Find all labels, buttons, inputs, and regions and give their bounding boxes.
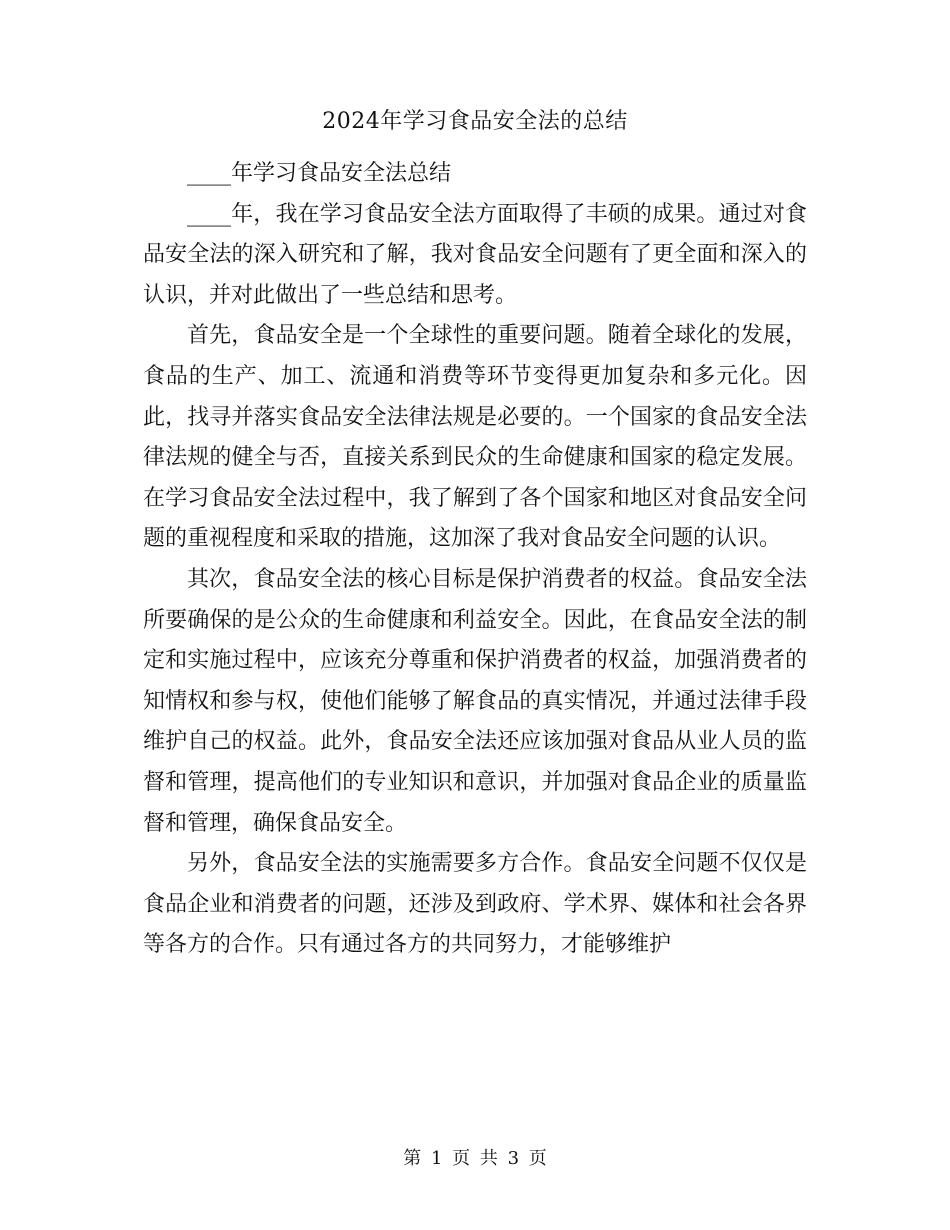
document-title: 2024年学习食品安全法的总结 (322, 109, 628, 134)
body-paragraph-second: 其次，食品安全法的核心目标是保护消费者的权益。食品安全法所要确保的是公众的生命健康和利益安全。因此，在食品安全法的制定和实施过程中，应该充分尊重和保护消费者的权益，加强消费者的知情权和参与权，使他们能够了解食品的真实情况，并通过法律手段维护自己的权益。此外，食品安全法还应该加强对食品从业人员的监督和管理，提高他们的专业知识和意识，并加强对食品企业的质量监督和管理，确保食品安全。 (143, 566, 807, 836)
body-paragraph-third: 另外，食品安全法的实施需要多方合作。食品安全问题不仅仅是食品企业和消费者的问题，还涉及到政府、学术界、媒体和社会各界等各方的合作。只有通过各方的共同努力，才能够维护 (143, 851, 807, 958)
subtitle-paragraph: ____年学习食品安全法总结 (187, 161, 452, 186)
document-body (143, 154, 807, 966)
intro-paragraph: ____年，我在学习食品安全法方面取得了丰硕的成果。通过对食品安全法的深入研究和了解，我对食品安全问题有了更全面和深入的认识，并对此做出了一些总结和思考。 (143, 201, 807, 308)
page-number: 第 1 页 共 3 页 (403, 1148, 547, 1169)
body-paragraph-first: 首先，食品安全是一个全球性的重要问题。随着全球化的发展，食品的生产、加工、流通和消费等环节变得更加复杂和多元化。因此，找寻并落实食品安全法律法规是必要的。一个国家的食品安全法律法规的健全与否，直接关系到民众的生命健康和国家的稳定发展。在学习食品安全法过程中，我了解到了各个国家和地区对食品安全问题的重视程度和采取的措施，这加深了我对食品安全问题的认识。 (143, 323, 807, 552)
